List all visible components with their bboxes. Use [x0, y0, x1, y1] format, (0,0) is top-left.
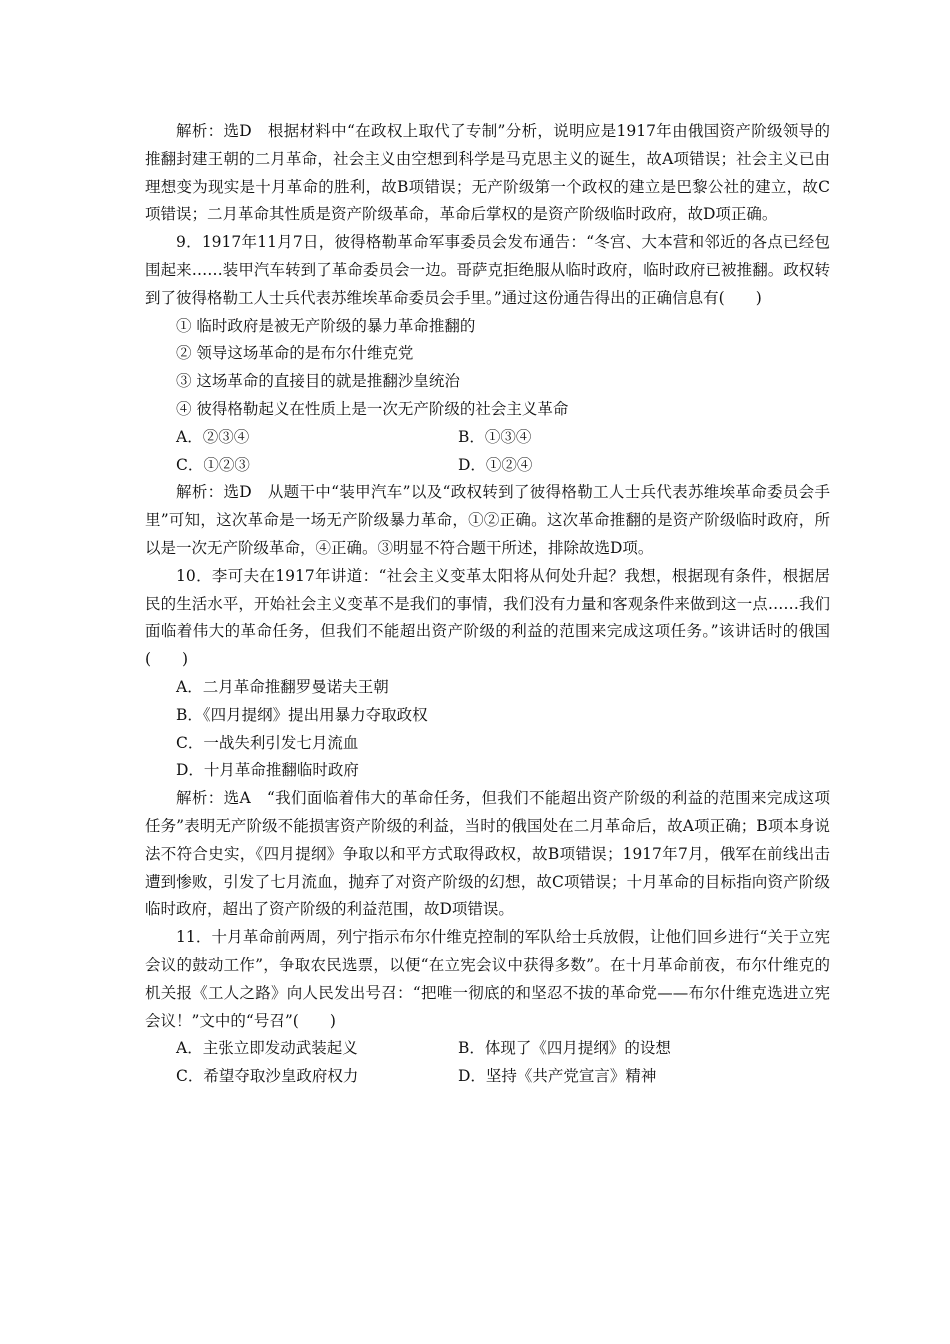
question-10-stem: 10．李可夫在1917年讲道：“社会主义变革太阳将从何处升起？我想，根据现有条件，根据居民的生活水平，开始社会主义变革不是我们的事情，我们没有力量和客观条件来做到这一点……我们面临着伟大的革命任务，但我们不能超出资产阶级的利益的范围来完成这项任务。”该讲话时的俄国( ) — [145, 566, 830, 669]
question-10-option-a: A．二月革命推翻罗曼诺夫王朝 — [176, 677, 389, 696]
question-9-option-d: D．①②④ — [458, 455, 533, 474]
question-11-stem: 11．十月革命前两周，列宁指示布尔什维克控制的军队给士兵放假，让他们回乡进行“关于立宪会议的鼓动工作”，争取农民选票，以便“在立宪会议中获得多数”。在十月革命前夜，布尔什维克的机关报《工人之路》向人民发出号召：“把唯一彻底的和坚忍不拔的革命党——布尔什维克选进立宪会议！”文中的“号召”( ) — [145, 928, 830, 1030]
question-9-option-c: C．①②③ — [176, 455, 250, 474]
document-page — [145, 118, 830, 1091]
question-9-statement-4: ④ 彼得格勒起义在性质上是一次无产阶级的社会主义革命 — [176, 399, 569, 418]
question-9-statement-3: ③ 这场革命的直接目的就是推翻沙皇统治 — [176, 372, 460, 391]
answer-8-analysis: 解析：选D 根据材料中“在政权上取代了专制”分析，说明应是1917年由俄国资产阶级领导的推翻封建王朝的二月革命，社会主义由空想到科学是马克思主义的诞生，故A项错误；社会主义已由理想变为现实是十月革命的胜利，故B项错误；无产阶级第一个政权的建立是巴黎公社的建立，故C项错误；二月革命其性质是资产阶级革命，革命后掌权的是资产阶级临时政府，故D项正确。 — [145, 122, 830, 224]
answer-10-analysis: 解析：选A “我们面临着伟大的革命任务，但我们不能超出资产阶级的利益的范围来完成这项任务”表明无产阶级不能损害资产阶级的利益，当时的俄国处在二月革命后，故A项正确；B项本身说法不符合史实，《四月提纲》争取以和平方式取得政权，故B项错误；1917年7月，俄军在前线出击遭到惨败，引发了七月流血，抛弃了对资产阶级的幻想，故C项错误；十月革命的目标指向资产阶级临时政府，超出了资产阶级的利益范围，故D项错误。 — [145, 789, 830, 919]
question-11-option-c: C．希望夺取沙皇政府权力 — [176, 1067, 359, 1086]
question-9-statement-2: ② 领导这场革命的是布尔什维克党 — [176, 344, 414, 363]
question-11-option-d: D．坚持《共产党宣言》精神 — [458, 1067, 657, 1086]
question-11-option-b: B．体现了《四月提纲》的设想 — [458, 1039, 671, 1058]
question-10-option-b: B．《四月提纲》提出用暴力夺取政权 — [176, 705, 428, 724]
answer-9-analysis: 解析：选D 从题干中“装甲汽车”以及“政权转到了彼得格勒工人士兵代表苏维埃革命委员会手里”可知，这次革命是一场无产阶级暴力革命，①②正确。这次革命推翻的是资产阶级临时政府，所以是一次无产阶级革命，④正确。③明显不符合题干所述，排除故选D项。 — [145, 483, 830, 557]
question-9-options-row-1 — [145, 424, 830, 452]
question-9-option-a: A．②③④ — [176, 427, 250, 446]
question-11-option-a: A．主张立即发动武装起义 — [176, 1039, 358, 1058]
question-9-option-b: B．①③④ — [458, 427, 532, 446]
question-11-options-row-1 — [145, 1035, 830, 1063]
question-11-options-row-2 — [145, 1063, 830, 1091]
question-9-stem: 9．1917年11月7日，彼得格勒革命军事委员会发布通告：“冬宫、大本营和邻近的各点已经包围起来……装甲汽车转到了革命委员会一边。哥萨克拒绝服从临时政府，临时政府已被推翻。政权转到了彼得格勒工人士兵代表苏维埃革命委员会手里。”通过这份通告得出的正确信息有( ) — [145, 233, 830, 307]
question-9-options-row-2 — [145, 452, 830, 480]
question-9-statement-1: ① 临时政府是被无产阶级的暴力革命推翻的 — [176, 316, 476, 335]
question-10-option-c: C．一战失利引发七月流血 — [176, 733, 359, 752]
question-10-option-d: D．十月革命推翻临时政府 — [176, 761, 359, 780]
